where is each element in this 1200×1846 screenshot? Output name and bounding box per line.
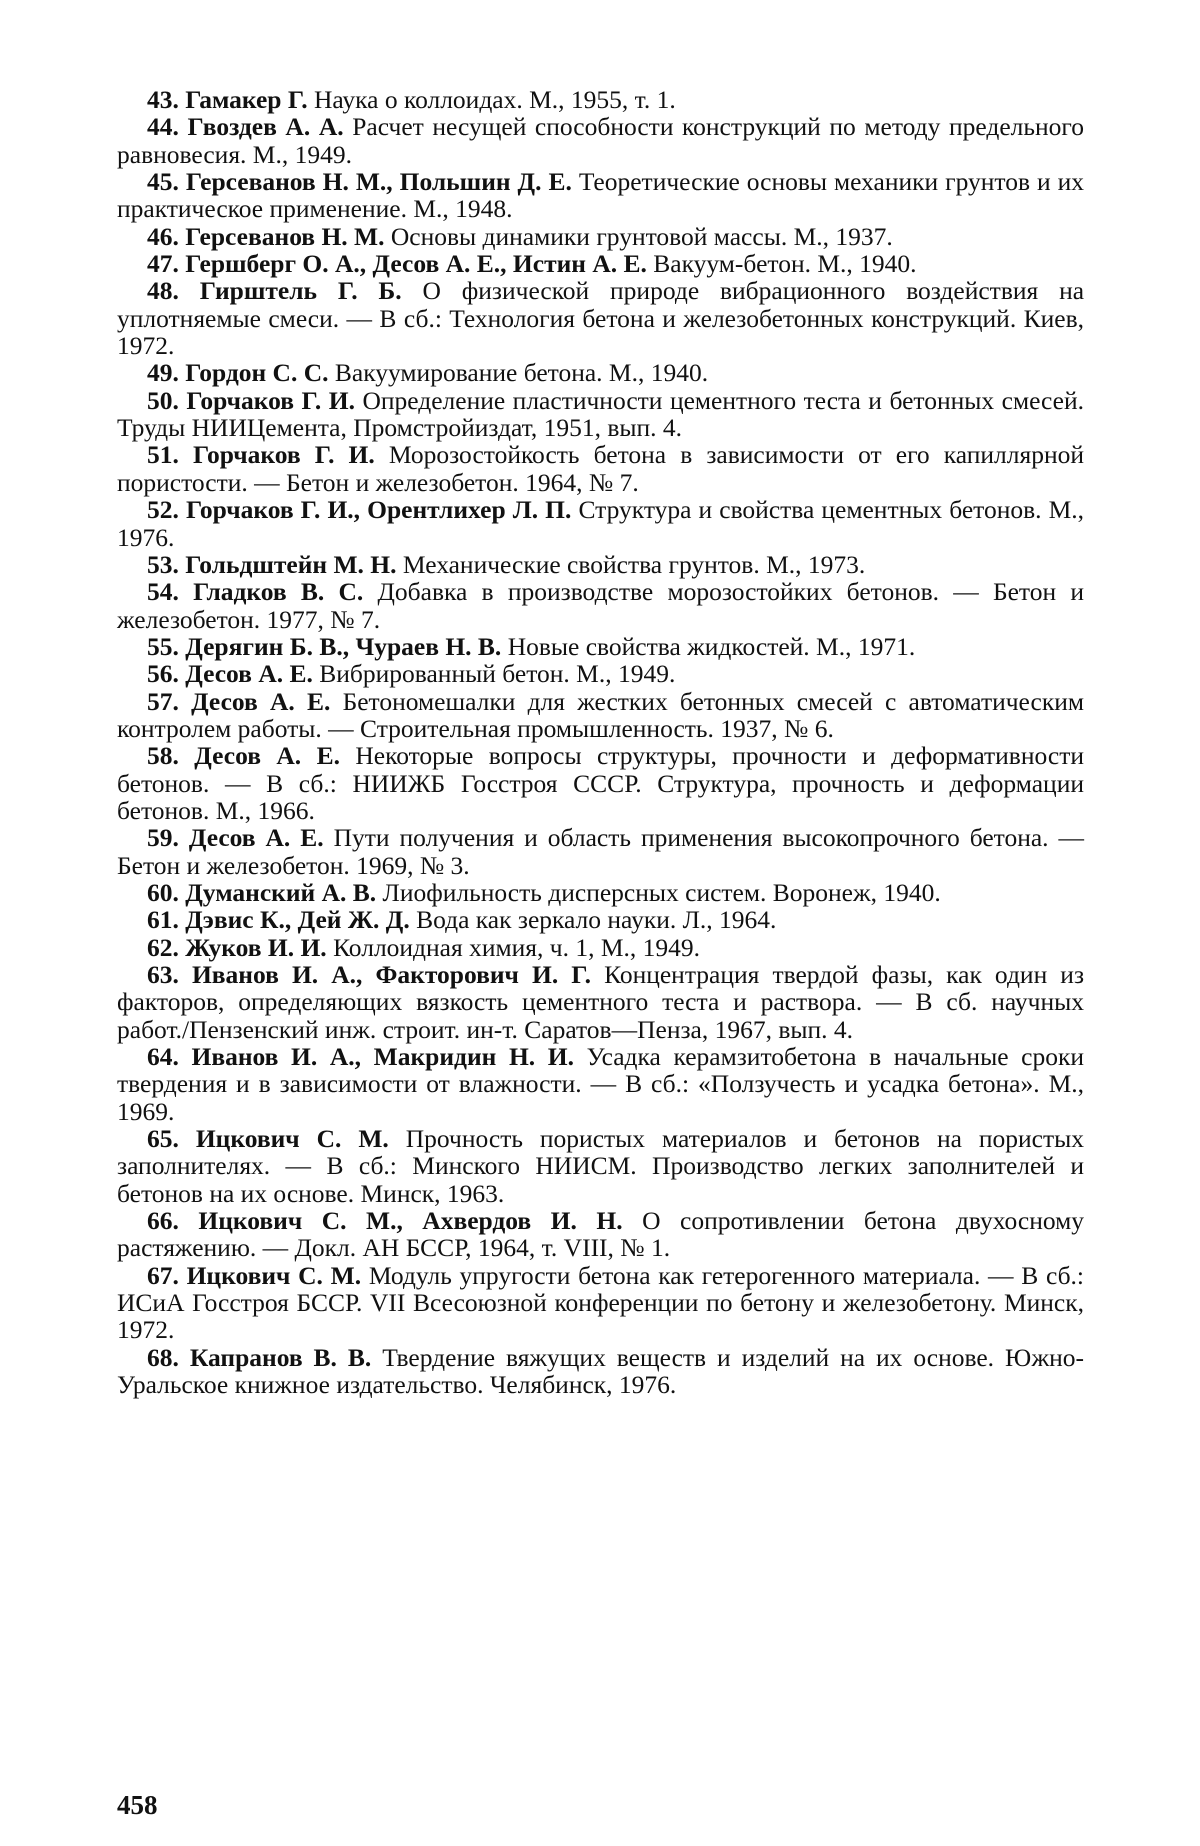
reference-text: Твердение вяжущих веществ и изделий на их основе. Южно-Уральское книжное издательство. Челябинск, 1976. (117, 1342, 1085, 1400)
reference-authors: Десов А. Е. (188, 823, 324, 853)
reference-authors: Дэвис К., Дей Ж. Д. (185, 905, 410, 935)
reference-authors: Дерягин Б. В., Чураев Н. В. (185, 631, 502, 661)
reference-authors: Иванов И. А., Макридин Н. И. (191, 1042, 574, 1072)
reference-entry (117, 168, 1084, 223)
reference-text: О сопротивлении бетона двухосному растяжению. — Докл. АН БССР, 1964, т. VIII, № 1. (117, 1206, 1085, 1263)
reference-number: 65. (147, 1124, 179, 1154)
reference-authors: Горчаков Г. И., Орентлихер Л. П. (185, 495, 572, 525)
reference-authors: Гордон С. С. (185, 358, 329, 388)
reference-number: 56. (147, 659, 179, 689)
reference-number: 51. (147, 440, 179, 470)
reference-number: 59. (147, 823, 179, 853)
reference-number: 44. (147, 112, 179, 142)
reference-number: 66. (147, 1206, 179, 1236)
reference-entry (117, 1207, 1084, 1262)
reference-number: 60. (147, 877, 179, 907)
reference-entry (117, 496, 1084, 551)
reference-entry (117, 277, 1084, 359)
reference-number: 50. (147, 385, 179, 415)
reference-entry (117, 551, 1084, 578)
reference-text: Структура и свойства цементных бетонов. М., 1976. (117, 495, 1085, 552)
reference-authors: Десов А. Е. (191, 686, 331, 716)
reference-number: 48. (147, 276, 179, 306)
reference-entry (117, 824, 1084, 879)
reference-number: 54. (147, 577, 179, 607)
reference-entry (117, 934, 1084, 961)
reference-text: Морозостойкость бетона в зависимости от его капиллярной пористости. — Бетон и железобетон. 1964, № 7. (117, 440, 1084, 497)
reference-authors: Ицкович С. М., Ахвердов И. Н. (198, 1206, 623, 1236)
page-number: 458 (117, 1790, 158, 1820)
reference-text: Вакуумирование бетона. М., 1940. (334, 358, 709, 388)
reference-entry (117, 359, 1084, 386)
reference-list (117, 86, 1084, 1399)
reference-number: 64. (147, 1042, 179, 1072)
reference-entry (117, 879, 1084, 906)
reference-authors: Гершберг О. А., Десов А. Е., Истин А. Е. (185, 249, 647, 279)
reference-authors: Гвоздев А. А. (187, 112, 344, 142)
reference-text: Модуль упругости бетона как гетерогенного материала. — В сб.: ИСиА Госстроя БССР. VII Всесоюзной конференции по бетону и железобетону. Минск, 1972. (117, 1260, 1085, 1345)
reference-number: 57. (147, 686, 179, 716)
reference-authors: Капранов В. В. (189, 1342, 372, 1372)
reference-number: 61. (147, 905, 179, 935)
reference-authors: Герсеванов Н. М., Польшин Д. Е. (185, 167, 572, 197)
reference-text: Наука о коллоидах. М., 1955, т. 1. (313, 85, 676, 114)
reference-text: Лиофильность дисперсных систем. Воронеж, 1940. (382, 877, 941, 907)
reference-text: Коллоидная химия, ч. 1, М., 1949. (333, 932, 701, 962)
reference-number: 63. (147, 960, 179, 989)
reference-authors: Жуков И. И. (185, 932, 327, 962)
reference-number: 49. (147, 358, 179, 388)
reference-entry (117, 1125, 1084, 1207)
reference-text: Вибрированный бетон. М., 1949. (319, 659, 676, 689)
reference-number: 62. (147, 932, 179, 962)
reference-authors: Горчаков Г. И. (192, 440, 375, 470)
reference-authors: Гладков В. С. (193, 577, 364, 607)
reference-text: Бетономешалки для жестких бетонных смесей с автоматическим контролем работы. — Строительная промышленность. 1937, № 6. (117, 686, 1084, 743)
reference-entry (117, 633, 1084, 660)
reference-text: Концентрация твердой фазы, как один из факторов, определяющих вязкость цементного теста и раствора. — В сб. научных работ./Пензенский инж. строит. ин-т. Саратов—Пенза, 1967, вып. 4. (117, 960, 1085, 1044)
reference-text: Механические свойства грунтов. М., 1973. (402, 549, 866, 579)
reference-number: 53. (147, 549, 179, 579)
reference-entry (117, 1043, 1084, 1125)
reference-number: 58. (147, 741, 179, 771)
reference-authors: Десов А. Е. (194, 741, 340, 771)
reference-entry (117, 113, 1084, 168)
reference-authors: Горчаков Г. И. (186, 385, 355, 415)
reference-number: 67. (147, 1260, 179, 1290)
reference-entry (117, 250, 1084, 277)
reference-text: Расчет несущей способности конструкций по методу предельного равновесия. М., 1949. (117, 112, 1084, 169)
reference-authors: Иванов И. А., Факторович И. Г. (191, 960, 591, 989)
reference-text: Прочность пористых материалов и бетонов на пористых заполнителях. — В сб.: Минского НИИСМ. Производство легких заполнителей и бетонов на их основе. Минск, 1963. (117, 1124, 1085, 1208)
reference-text: Новые свойства жидкостей. М., 1971. (507, 631, 916, 661)
reference-number: 47. (147, 249, 179, 279)
reference-entry (117, 1262, 1084, 1344)
reference-number: 68. (147, 1342, 179, 1372)
reference-number: 43. (147, 85, 179, 114)
reference-text: Теоретические основы механики грунтов и их практическое применение. М., 1948. (117, 167, 1085, 224)
reference-entry (117, 961, 1084, 1043)
reference-authors: Герсеванов Н. М. (185, 221, 385, 251)
reference-authors: Гамакер Г. (185, 85, 308, 114)
reference-number: 55. (147, 631, 179, 661)
reference-entry (117, 742, 1084, 824)
reference-text: Добавка в производстве морозостойких бетонов. — Бетон и железобетон. 1977, № 7. (117, 577, 1085, 634)
reference-authors: Десов А. Е. (185, 659, 313, 689)
reference-number: 52. (147, 495, 179, 525)
reference-entry (117, 86, 1084, 113)
reference-text: Вакуум-бетон. М., 1940. (653, 249, 917, 279)
reference-authors: Гольдштейн М. Н. (185, 549, 397, 579)
reference-entry (117, 578, 1084, 633)
reference-entry (117, 441, 1084, 496)
reference-authors: Ицкович С. М. (186, 1260, 362, 1290)
reference-authors: Думанский А. В. (185, 877, 377, 907)
reference-text: Пути получения и область применения высокопрочного бетона. — Бетон и железобетон. 1969, № 3. (117, 823, 1085, 880)
reference-text: Определение пластичности цементного теста и бетонных смесей. Труды НИИЦемента, Промстройиздат, 1951, вып. 4. (117, 385, 1084, 443)
reference-text: Основы динамики грунтовой массы. М., 1937. (390, 221, 893, 251)
reference-text: Усадка керамзитобетона в начальные сроки твердения и в зависимости от влажности. — В сб.: «Ползучесть и усадка бетона». М., 1969. (117, 1042, 1084, 1126)
reference-text: Некоторые вопросы структуры, прочности и деформативности бетонов. — В сб.: НИИЖБ Госстроя СССР. Структура, прочность и деформации бетонов. М., 1966. (117, 741, 1084, 825)
reference-authors: Ицкович С. М. (195, 1124, 389, 1154)
reference-number: 46. (147, 221, 179, 251)
reference-entry (117, 223, 1084, 250)
reference-entry (117, 906, 1084, 933)
reference-entry (117, 660, 1084, 687)
reference-text: О физической природе вибрационного воздействия на уплотняемые смеси. — В сб.: Технология бетона и железобетонных конструкций. Киев, 1972. (117, 276, 1085, 361)
reference-entry (117, 387, 1084, 442)
reference-entry (117, 688, 1084, 743)
reference-entry (117, 1344, 1084, 1399)
reference-number: 45. (147, 167, 179, 197)
reference-text: Вода как зеркало науки. Л., 1964. (416, 905, 777, 935)
reference-authors: Гирштель Г. Б. (199, 276, 402, 306)
